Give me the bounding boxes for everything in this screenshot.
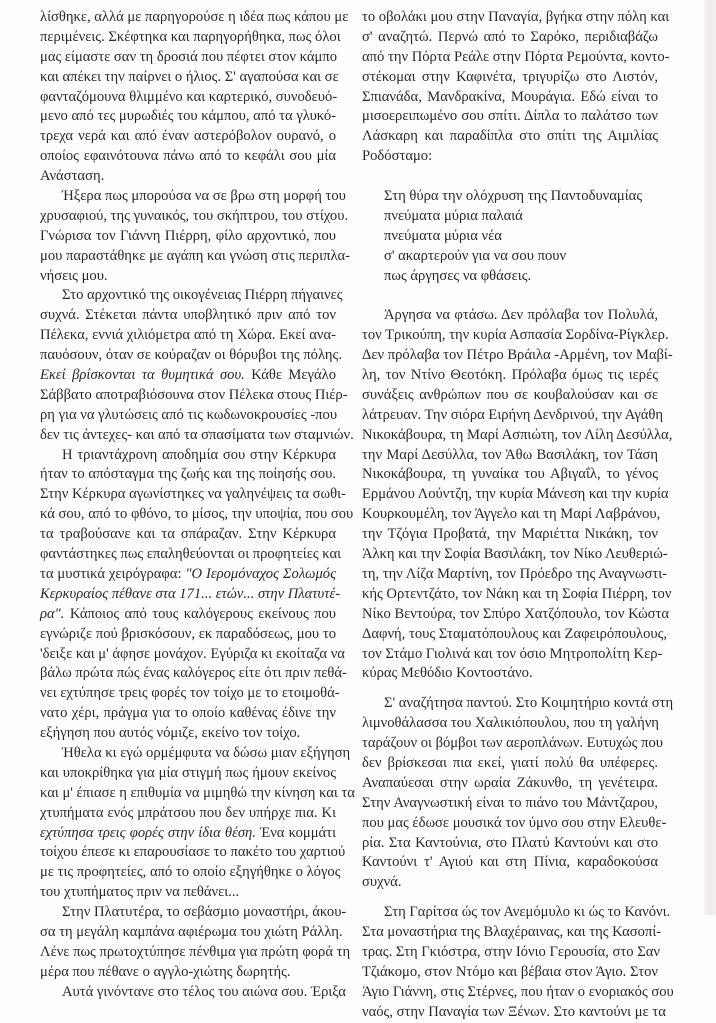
text-line: ρα". Κάποιος από τους καλόγερους εκείνους που bbox=[40, 605, 336, 622]
text-line: Αυτά γινόντανε στο τέλος του αιώνα σου. Έριξα bbox=[62, 983, 346, 1000]
text-line: Τζιάκομο, στον Ντόμο και βέβαια στον Άγιο. Στον bbox=[362, 963, 658, 980]
right-body-text bbox=[362, 306, 674, 1022]
text-line: Πέλεκα, εννιά χιλιόμετρα από τη Χώρα. Εκεί ανα- bbox=[40, 327, 336, 344]
verse-line: Στη θύρα την ολόχρυση της Παντοδυναμίας bbox=[384, 188, 643, 205]
verse-line: πνεύματα μύρια παλαιά bbox=[384, 207, 523, 224]
text-line: μας είμαστε σαν τη δροσιά που πέφτει στον κάμπο bbox=[40, 48, 338, 65]
text-line: και υποκρίθηκα για μία στιγμή πως ήμουν εκείνος bbox=[40, 764, 336, 781]
text-line: Στη Γαρίτσα ώς τον Ανεμόμυλο κι ώς το Κανόνι. bbox=[384, 904, 671, 921]
text-line: Εκεί βρίσκονται τα θυμητικά σου. Κάθε Μεγάλο bbox=[40, 367, 336, 384]
text-line: οποίος εφαινότουνα πάνω από το κεφάλι σου μία bbox=[40, 148, 336, 165]
paragraph-gap bbox=[362, 893, 658, 903]
text-line: φαντάστηκες πως επαληθεύονται οι προφητείες και bbox=[40, 546, 342, 563]
text-line: συχνά. Στέκεται πάντα υποβλητικό πριν από τον bbox=[40, 307, 336, 324]
right-column bbox=[362, 8, 674, 1023]
text-line: Καντούνι τ' Αγιού και στη Πίνια, καραδοκούσα bbox=[362, 854, 658, 871]
text-line: Ήθελα κι εγώ ορμέμφυτα να δώσω μιαν εξήγηση bbox=[62, 744, 351, 761]
text-line: σ' αναζητώ. Περνώ από το Σαρόκο, περιδιαβάζω bbox=[362, 28, 658, 45]
text-line: κής Ορτεντζάτο, τον Νάκη και τη Σοφία Πιέρρη, τον bbox=[362, 585, 672, 602]
text-line: του χτυπήματος πριν να πεθάνει... bbox=[40, 884, 240, 901]
text-line: κά σου, από το φθόνο, το μίσος, την υποψία, που σου bbox=[40, 506, 354, 523]
verse-line: πως άργησες να φθάσεις. bbox=[384, 267, 532, 284]
text-line: Στην Κέρκυρα αγωνίστηκες να γαληνέψεις τα σωθι- bbox=[40, 486, 346, 503]
text-line: με τις προφητείες, από το οποίο εξηγήθηκε ο λόγος bbox=[40, 864, 341, 881]
text-line: στέκομαι στην Καφινέτα, τριγυρίζω στο Λιστόν, bbox=[362, 68, 658, 85]
text-line: και μ' έπιασε η επιθυμία να μιμηθώ την κίνηση και τα bbox=[40, 784, 355, 801]
text-line: χτυπήματα ενός μπράτσου που δεν υπήρχε πια. Κι bbox=[40, 804, 336, 821]
text-line: κύρας Μεθόδιο Κοντοστάνο. bbox=[362, 665, 533, 682]
text-line: Στην Πλατυτέρα, το σεβάσμιο μοναστήρι, άκου- bbox=[62, 904, 347, 921]
scan-page-edge bbox=[704, 0, 716, 915]
text-line: Στα μοναστήρια της Βλαχέραινας, και της Κασοπί- bbox=[362, 924, 662, 941]
text-line: Άργησα να φτάσω. Δεν πρόλαβα τον Πολυλά, bbox=[384, 307, 658, 324]
text-line: Η τριαντάχρονη αποδημία σου στην Κέρκυρα bbox=[62, 446, 336, 463]
text-line: εχτύπησα τρεις φορές στην ίδια θέση. Ένα κομμάτι bbox=[40, 824, 336, 841]
text-line: 'δειξε και μ' άφησε μονάχον. Εγύριζα κι εκοίταζα να bbox=[40, 645, 345, 662]
text-line: τον Στάμο Γιολινά και τον όσιο Μητροπολίτη Κερ- bbox=[362, 645, 663, 662]
text-line: το οβολάκι μου στην Παναγία, βγήκα στην πόλη και bbox=[362, 9, 670, 25]
text-line: Κερκυραίος πέθανε στα 171... ετών... στην Πλατυτέ- bbox=[40, 585, 341, 602]
left-column bbox=[40, 8, 355, 1003]
text-line: Νίκο Βεντούρα, τον Σπύρο Χατζόπουλο, τον Κώστα bbox=[362, 605, 670, 622]
verse-gap-bottom bbox=[362, 286, 658, 306]
text-line: δεν βρίσκεσαι πια εκεί, γιατί πολύ θα υπέφερες. bbox=[362, 754, 658, 771]
text-line: Ήξερα πως μπορούσα να σε βρω στη μορφή του bbox=[62, 188, 346, 205]
text-line: λάτρευαν. Την σιόρα Ειρήνη Δενδρινού, την Αγάθη bbox=[362, 406, 664, 423]
text-line: τον Τρικούπη, την κυρία Ασπασία Σορδίνα-Ρίγκλερ. bbox=[362, 327, 669, 344]
text-line: μου παραστάθηκε με αγάπη και γνώση στις περιπλα- bbox=[40, 247, 351, 264]
text-line: Σ' αναζήτησα παντού. Στο Κοιμητήριο κοντά στη bbox=[384, 695, 674, 712]
text-line: νατο χέρι, πράγμα για το οποίο καθένας έδινε την bbox=[40, 705, 336, 722]
text-line: που μας έδωσε μουσικά τον ύμνο σου στην Ελευθε- bbox=[362, 814, 667, 831]
text-line: εξήγηση που αυτός νόμιζε, εκείνο τον τοίχο. bbox=[40, 725, 301, 742]
text-line: λίσθηκε, αλλά με παρηγορούσε η ιδέα πως κάπου με bbox=[40, 9, 349, 25]
verse-gap-top bbox=[362, 167, 658, 187]
text-line: Άλκη και την Σοφία Βασιλάκη, τον Νίκο Λευθεριώ- bbox=[362, 546, 668, 563]
text-line: την Μαρί Δεσύλλα, τον Άθω Βασιλάκη, τον Τάση bbox=[362, 446, 658, 463]
text-line: εγνώριζε πού βρισκόσουν, εκ παραδόσεως, μου το bbox=[40, 625, 336, 642]
text-line: νει εχτύπησε τρεις φορές τον τοίχο με το ετοιμοθά- bbox=[40, 685, 340, 702]
text-line: νήσεις μου. bbox=[40, 267, 108, 284]
text-line: Λένε πως πρωτοχτύπησε πένθιμα για πρώτη φορά τη bbox=[40, 943, 351, 960]
text-line: βάλω πρώτα πώς ένας καλόγερος είτε ότι πριν πεθά- bbox=[40, 665, 347, 682]
right-intro-paragraph bbox=[362, 8, 670, 167]
text-line: Νικοκάβουρα, τη γυναίκα του Αβιγαΐλ, το γένος bbox=[362, 466, 658, 483]
text-line: ταράζουν οι βόμβοι των αεροπλάνων. Ευτυχώς που bbox=[362, 735, 663, 752]
text-line: δεν τις άντεχες- και από τα σπασίματα των σταμνιών. bbox=[40, 426, 354, 443]
text-line: Σπιανάδα, Μανδρακίνα, Μουράγια. Εδώ είναι το bbox=[362, 88, 658, 105]
text-line: Δεν πρόλαβα τον Πέτρο Βράιλα -Αρμένη, τον Μαβί- bbox=[362, 347, 673, 364]
text-line: σα τη μεγάλη καμπάνα αφιέρωμα του χιώτη Ράλλη. bbox=[40, 923, 343, 940]
text-line: Ροδόσταμο: bbox=[362, 148, 433, 165]
text-line: ρη για να γλυτώσεις από τις κωδωνοκρουσίες -που bbox=[40, 406, 338, 423]
text-line: μενο από τες μυρωδιές του κάμπου, από τα γλυκό- bbox=[40, 108, 336, 125]
text-line: Σάββατο αποτραβιόσουνα στον Πέλεκα στους Πιέρ- bbox=[40, 386, 348, 403]
text-line: Γνώρισα τον Γιάννη Πιέρρη, φίλο αρχοντικό, που bbox=[40, 227, 336, 244]
text-line: Λάσκαρη και παραδίπλα στο σπίτι της Αιμιλίας bbox=[362, 128, 658, 145]
text-line: τη, την Λίζα Μαρτίνη, τον Πρόεδρο της Αναγνωστι- bbox=[362, 565, 668, 582]
text-line: Κουρκουμέλη, τον Άγγελο και τη Μαρί Λαβράνου, bbox=[362, 506, 661, 523]
text-line: ναός, στην Παναγία των Ξένων. Στο καντούνι με τα bbox=[362, 1003, 666, 1020]
text-line: περιμένεις. Σκέφτηκα και παρηγορήθηκα, πως όλοι bbox=[40, 28, 341, 45]
text-line: μισοερειπωμένο σου σπίτι. Δίπλα το παλάτσο των bbox=[362, 108, 658, 125]
verse-line: σ' ακαρτερούν για να σου πουν bbox=[384, 247, 567, 264]
text-line: παυόσουν, όταν σε κούραζαν οι θόρυβοι της πόλης. bbox=[40, 347, 342, 364]
text-line: μέρα που πέθανε ο αγγλο-χιώτης δωρητής. bbox=[40, 963, 291, 980]
text-line: συνάξεις ανθρώπων που σε κουβαλούσαν και σε bbox=[362, 386, 658, 403]
text-line: Ερμάνου Λούντζη, την κυρία Μάνεση και την κυρία bbox=[362, 486, 669, 503]
text-line: τρεχα νερά και από έναν αστερόβολον ουρανό, ο bbox=[40, 128, 336, 145]
text-line: ρία. Στα Καντούνια, στο Πλατύ Καντούνι και στο bbox=[362, 834, 658, 851]
text-line: Άγιο Γιάννη, στις Στέρνες, που ήταν ο ενοριακός σου bbox=[362, 983, 674, 1000]
text-line: ήταν το απόσταγμα της ζωής και της ποίησής σου. bbox=[40, 466, 336, 483]
text-line: τρας. Στη Γκιόστρα, στην Ιόνιο Γερουσία, στο Σαν bbox=[362, 943, 660, 960]
text-line: λη, τον Ντίνο Θεοτόκη. Πρόλαβα όμως τις ιερές bbox=[362, 367, 658, 384]
text-line: συχνά. bbox=[362, 874, 402, 891]
text-line: Στην Αναγνωστική είναι το πιάνο του Μάντζαρου, bbox=[362, 794, 658, 811]
text-line: τοίχου έπεσε κι επαρουσίασε το πακέτο του χαρτιού bbox=[40, 844, 346, 861]
text-line: και απέκει την παίρνει ο ήλιος. Σ' αγαπούσα και σε bbox=[40, 68, 339, 85]
text-line: τα τραβούσανε και τα σπάραζαν. Στην Κέρκυρα bbox=[40, 526, 336, 543]
text-line: Ανάσταση. bbox=[40, 168, 105, 185]
verse-block bbox=[362, 187, 658, 286]
verse-line: πνεύματα μύρια νέα bbox=[384, 227, 502, 244]
text-line: φανταζόμουνα θλιμμένο και καρτερικό, συνοδευό- bbox=[40, 88, 338, 105]
text-line: Νικοκάβουρα, τη Μαρί Ασπιώτη, τον Λίλη Δεσύλλα, bbox=[362, 426, 673, 443]
text-line: χρυσαφιού, της γυναικός, του σκήπτρου, του στίχου. bbox=[40, 207, 349, 224]
paragraph-gap bbox=[362, 684, 658, 694]
text-line: Αναπαύεσαι στην ωραία Ζάκυνθο, τη γενέτειρα. bbox=[362, 774, 658, 791]
text-line: τα μυστικά χειρόγραφα: "Ο Ιερομόναχος Σολωμός bbox=[40, 565, 336, 582]
text-line: λιμνοθάλασσα του Χαλικιόπουλου, που τη γαλήνη bbox=[362, 715, 659, 732]
text-line: Δαφνή, τους Σταματόπουλους και Ζαφειρόπουλους, bbox=[362, 625, 668, 642]
text-line: την Τζόγια Προβατά, την Μαριέττα Νικάκη, τον bbox=[362, 526, 658, 543]
text-line: από την Πόρτα Ρεάλε στην Πόρτα Ρεμούντα, κοντο- bbox=[362, 48, 670, 65]
text-line: Στο αρχοντικό της οικογένειας Πιέρρη πήγαινες bbox=[62, 287, 343, 304]
